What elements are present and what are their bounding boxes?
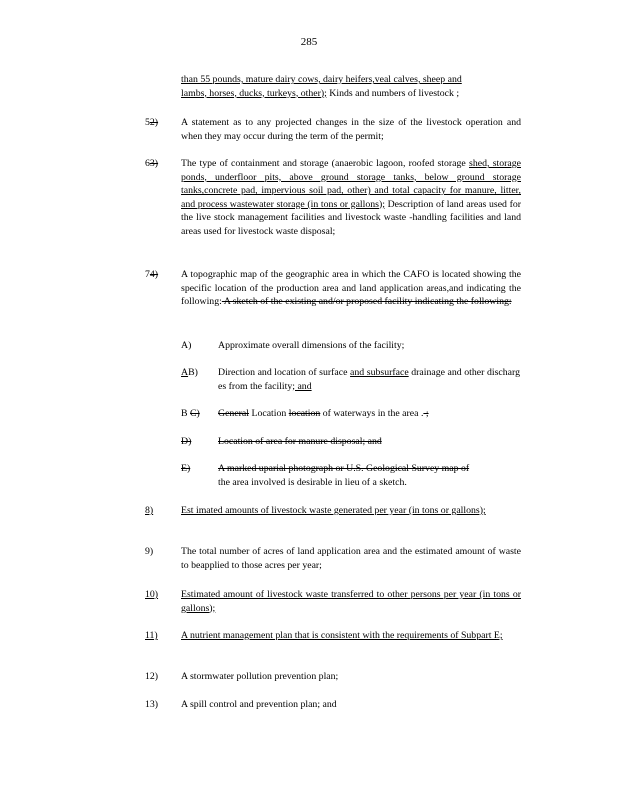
sub-c-label-new: B: [181, 408, 188, 419]
item-6-number: [145, 157, 158, 171]
item-7-number: [145, 268, 158, 282]
item-5-text: A statement as to any projected changes in the size of the livestock operation and when they may occur during the term of the permit;: [181, 117, 521, 142]
item-8-number: 8): [145, 505, 154, 516]
sub-b-text-b: drainage and other discharg es from the facility;: [218, 367, 520, 392]
sub-c-end: of waterways in the area .: [320, 408, 424, 419]
page-number: 285: [300, 36, 318, 48]
item-12-number: 12): [145, 671, 159, 682]
item-6-number-deleted: 3): [149, 158, 159, 169]
item-5-number-deleted: 2): [149, 117, 159, 128]
item-7-deleted: A sketch of the existing and/or proposed facility indicating the following:: [221, 296, 512, 308]
sub-b-text-a: Direction and location of surface: [218, 367, 351, 378]
item-9-number: 9): [145, 546, 154, 557]
item-6-tail: Description of land areas used for the live stock management facilities and livestock waste -handling facilities and land areas used for livestock waste disposal;: [181, 198, 521, 237]
item-7-number-deleted: 4): [149, 269, 159, 280]
continuation-paragraph: [181, 73, 521, 100]
item-6-inserted: shed, storage ponds, underfloor pits, above ground storage tanks, below ground storage tanks,concrete pad, impervious soil pad, other) and total capacity for manure, litter, and process wastewater storage (in tons or gallons);: [181, 158, 521, 210]
item-7-text: [181, 268, 521, 309]
sub-a-text: Approximate overall dimensions of the facility;: [218, 340, 405, 351]
continuation-line-1: than 55 pounds, mature dairy cows, dairy heifers,veal calves, sheep and: [181, 74, 462, 85]
sub-b-label: [181, 366, 198, 380]
sub-c-mid: Location: [249, 408, 289, 419]
sub-b-label-new: A: [181, 367, 189, 378]
sub-b-label-old: B): [188, 367, 198, 378]
item-13-number: 13): [145, 699, 159, 710]
item-10-text: Estimated amount of livestock waste transferred to other persons per year (in tons or gallons);: [181, 589, 521, 614]
item-7-plain: A topographic map of the geographic area in which the CAFO is located showing the specific location of the production area and land application areas,and indicating the following:: [181, 269, 521, 308]
continuation-plain-text: Kinds and numbers of livestock ;: [326, 87, 460, 99]
sub-b-tail: and: [295, 380, 312, 392]
item-12-text: A stormwater pollution prevention plan;: [181, 671, 339, 682]
item-6-plain: The type of containment and storage (anaerobic lagoon, roofed storage: [181, 158, 470, 169]
item-11-text: A nutrient management plan that is consistent with the requirements of Subpart E;: [181, 630, 503, 641]
continuation-underlined-text: lambs, horses, ducks, turkeys, other);: [181, 87, 327, 99]
item-7-number-new: 7: [145, 269, 150, 280]
sub-e-plain: the area involved is desirable in lieu of a sketch.: [218, 476, 407, 488]
sub-b-inserted: and subsurface: [350, 367, 409, 378]
sub-e-text: [218, 462, 520, 489]
item-6-number-new: 6: [145, 158, 150, 169]
item-6-text: [181, 157, 521, 239]
item-10-number: 10): [145, 589, 159, 600]
item-9-text: The total number of acres of land application area and the estimated amount of waste to beapplied to those acres per year;: [181, 546, 521, 571]
sub-e-label: E): [181, 463, 191, 474]
sub-d-label: D): [181, 436, 192, 447]
item-5-number-new: 5: [145, 117, 150, 128]
sub-c-text: [218, 407, 520, 421]
sub-c-deleted-2: location: [288, 408, 321, 419]
sub-a-label: A): [181, 340, 192, 351]
sub-c-label: [181, 407, 200, 421]
item-5-number: [145, 116, 158, 130]
item-13-text: A spill control and prevention plan; and: [181, 699, 337, 710]
sub-d-text: Location of area for manure disposal; and: [218, 436, 382, 447]
item-11-number: 11): [145, 630, 158, 641]
item-8-text: Est imated amounts of livestock waste generated per year (in tons or gallons);: [181, 505, 486, 516]
sub-b-text: [218, 366, 520, 393]
sub-e-deleted: A marked uparial photograph or U.S. Geological Survey map of: [218, 463, 470, 474]
sub-c-label-deleted: C): [190, 408, 200, 419]
sub-c-deleted-mark: ;: [423, 408, 429, 419]
sub-c-deleted-1: General: [218, 408, 250, 419]
